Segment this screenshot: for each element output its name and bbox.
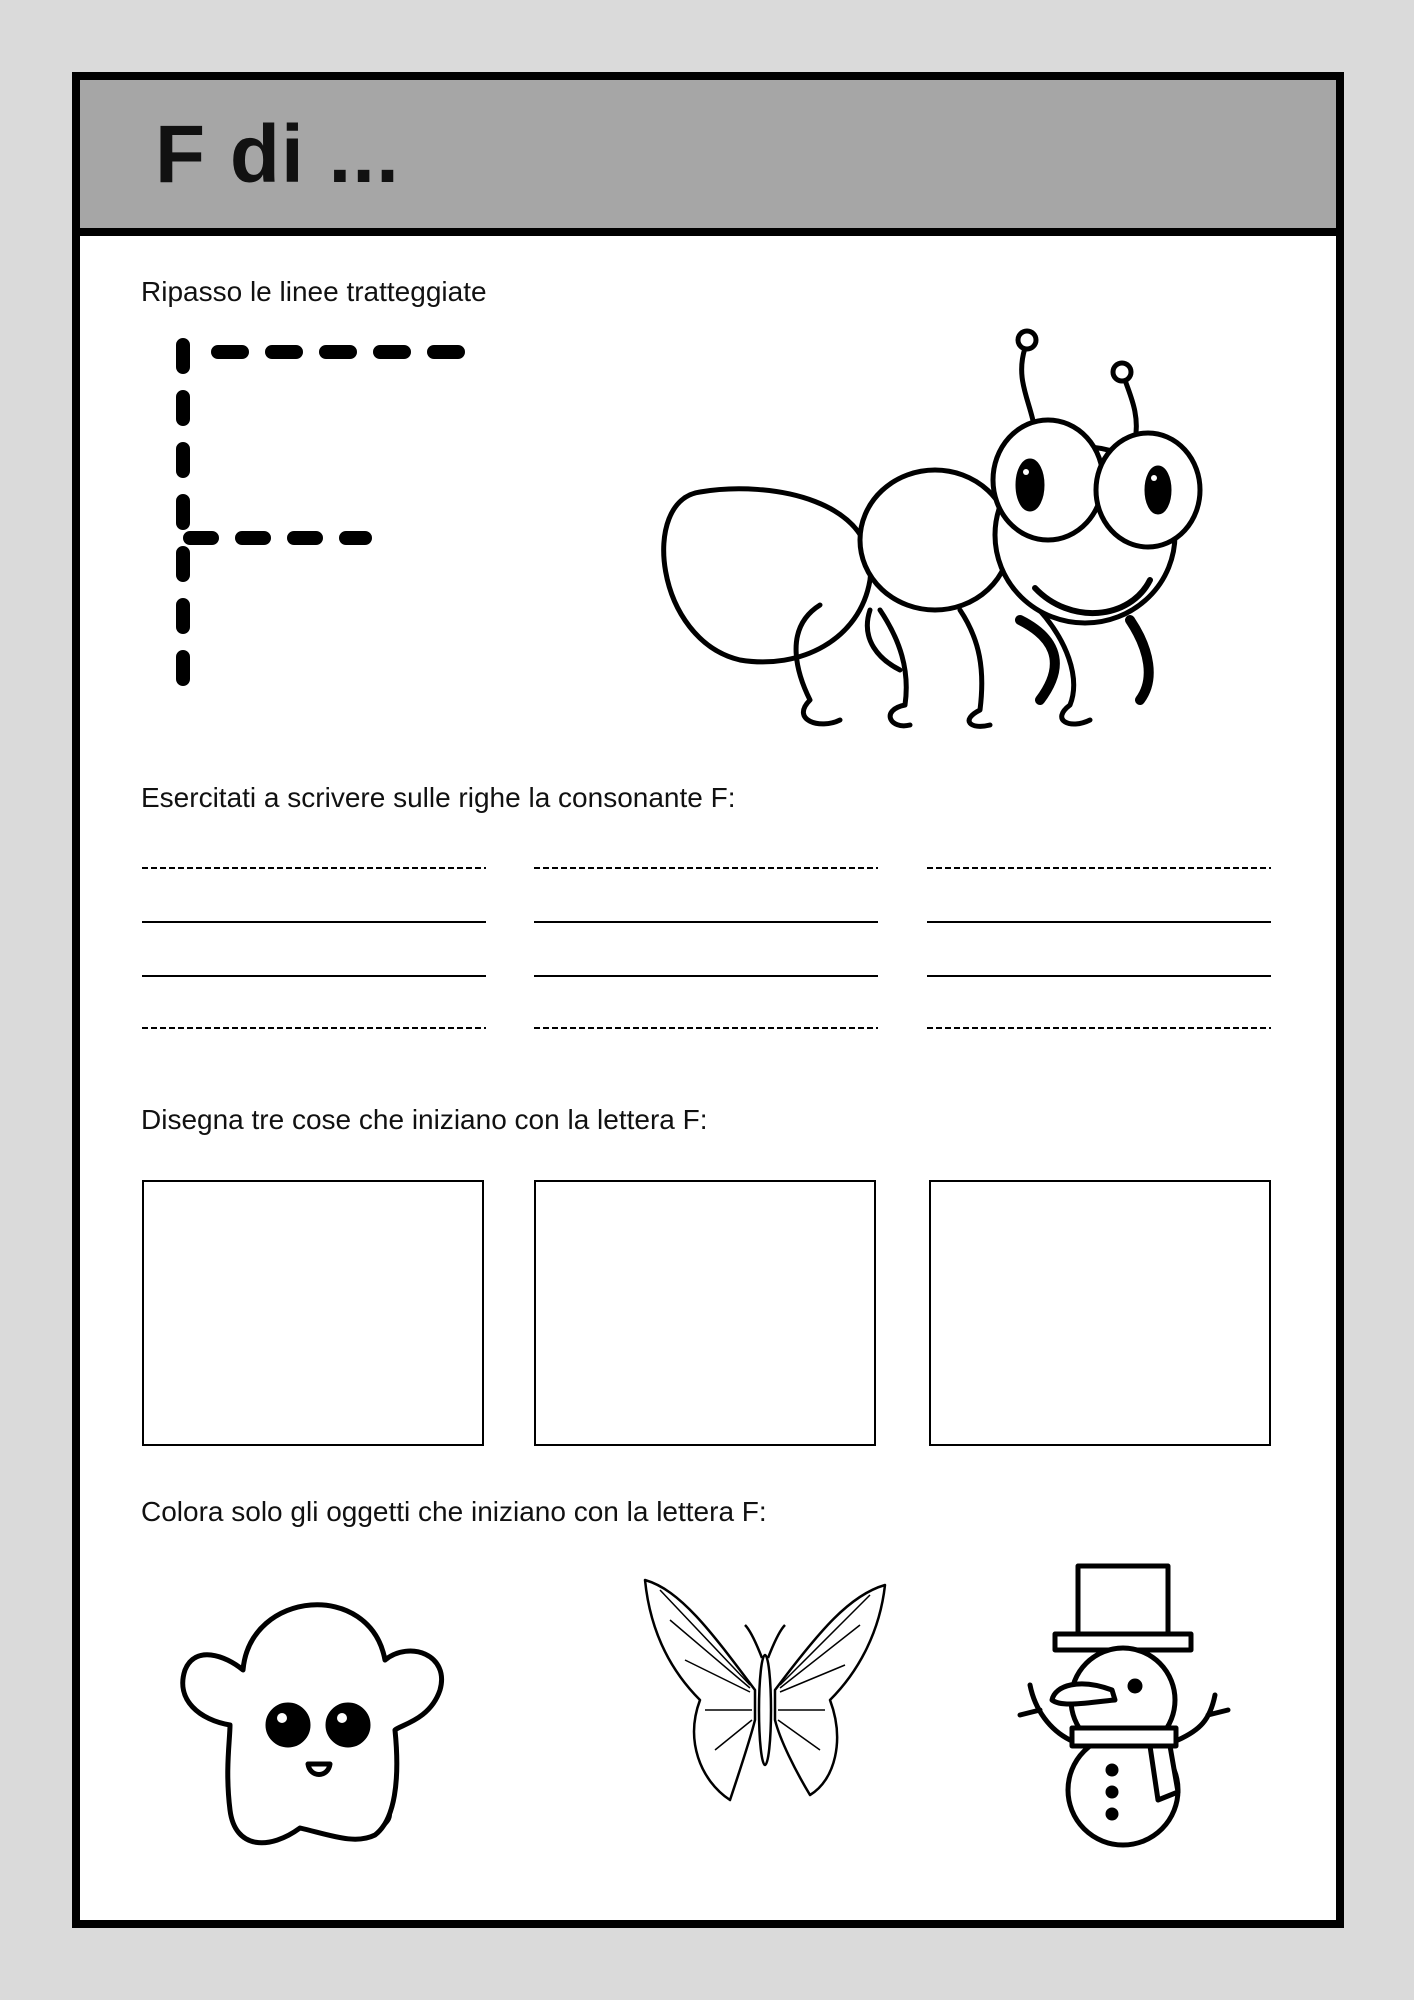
trace-instruction: Ripasso le linee tratteggiate [141,276,487,307]
snowman-drawing[interactable] [1000,1560,1260,1840]
write-instruction: Esercitati a scrivere sulle righe la consonante F: [141,782,736,813]
drawing-box-1[interactable] [142,1180,484,1446]
drawing-box-2[interactable] [534,1180,876,1446]
writing-lines-3[interactable] [927,860,1271,1040]
butterfly-drawing[interactable] [640,1570,890,1810]
drawing-box-3[interactable] [929,1180,1271,1446]
ghost-drawing[interactable] [160,1560,480,1880]
color-instruction: Colora solo gli oggetti che iniziano con la lettera F: [141,1496,767,1527]
draw-instruction: Disegna tre cose che iniziano con la lettera F: [141,1104,708,1135]
writing-lines-1[interactable] [142,860,486,1040]
page-title: F di ... [155,109,400,200]
worksheet-page [72,72,1344,1928]
writing-lines-2[interactable] [534,860,878,1040]
